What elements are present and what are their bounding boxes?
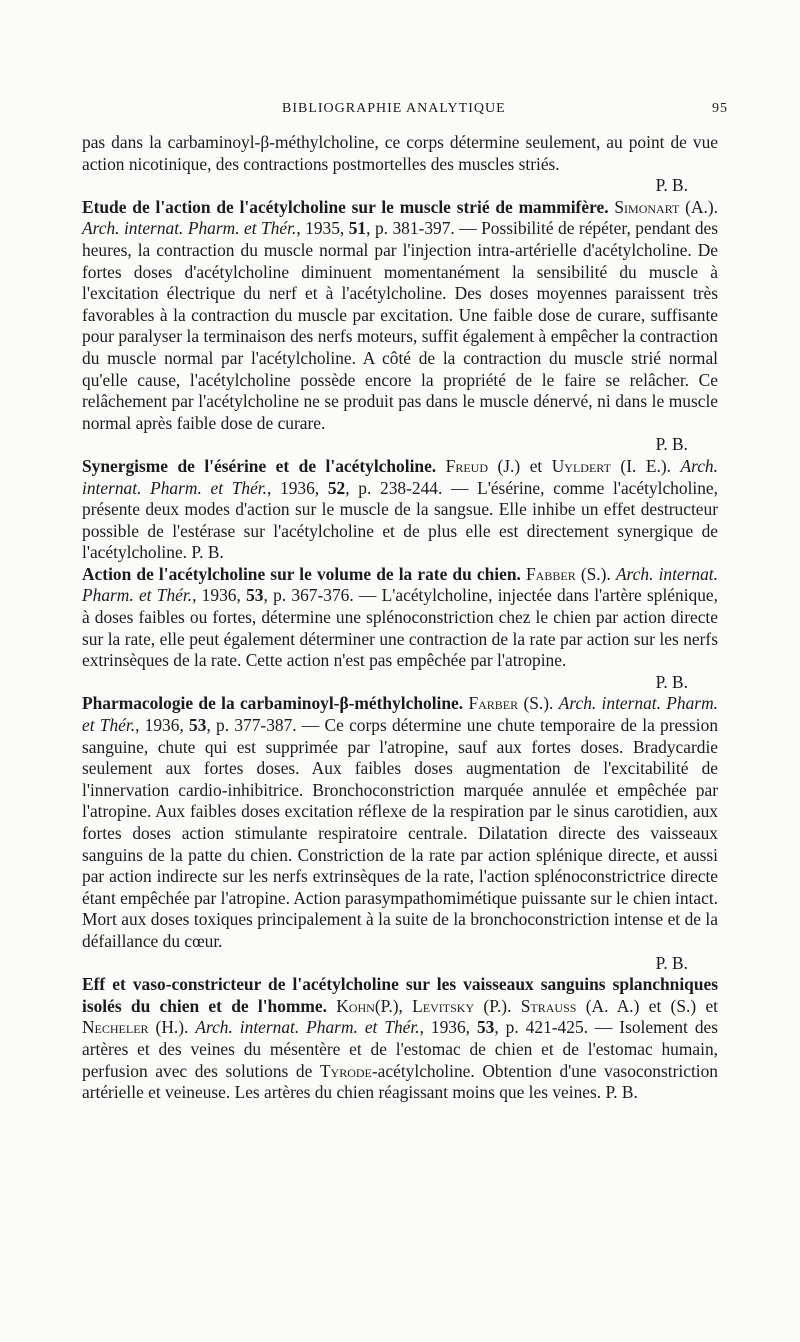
entry-author: Necheler <box>82 1017 149 1038</box>
entry-volume: 52 <box>327 477 346 498</box>
entry-author-initials: (J.) et <box>497 455 543 476</box>
entry-year: , 1936, <box>266 477 328 498</box>
entry-solution-name: Tyrode <box>319 1060 372 1081</box>
entry-author: Strauss <box>520 995 577 1016</box>
entry-author: Farber <box>468 693 519 714</box>
entry-signature: P. B. <box>655 434 688 455</box>
entry-pages: , p. 377-387. <box>206 715 297 736</box>
bibliography-entry <box>82 564 718 694</box>
entry-signature: P. B. <box>605 1082 638 1103</box>
entry-author-initials: (P.), <box>374 995 403 1016</box>
entry-title: Pharmacologie de la carbaminoyl-β-méthylcholine. <box>82 693 464 714</box>
page-body <box>82 132 718 1104</box>
entry-text: — L'ésérine, comme l'acétylcholine, présente deux modes d'action sur le muscle de la sangsue. Elle inhibe un effet destructeur possible de l'estérase sur l'acétylcholine et de plus elle est directement synergique de l'acétylcholine. <box>82 477 718 563</box>
entry-title: Action de l'acétylcholine sur le volume de la rate du chien. <box>82 563 521 584</box>
entry-text: — Possibilité de répéter, pendant des heures, la contraction du muscle normal par l'injection intra-artérielle d'acétylcholine. De fortes doses d'acétylcholine diminuent momentanément la sensibilité du muscle à l'excitation électrique du nerf et à l'acétylcholine. Des doses moyennes paraissent très favorables à la contraction du muscle par excitation. Une faible dose de curare, suffisante pour paralyser la terminaison des nerfs moteurs, suffit également à empêcher la contraction du muscle normal par l'acétylcholine. A côté de la contraction du muscle strié normal qu'elle cause, l'acétylcholine possède encore la propriété de le faire se relâcher. Ce relâchement par l'acétylcholine ne se produit pas dans le muscle dénervé, ni dans le muscle normal après faible dose de curare. <box>82 218 719 433</box>
entry-journal: Arch. internat. Pharm. et Thér. <box>195 1017 420 1038</box>
entry-journal: Arch. internat. Pharm. et Thér. <box>82 218 297 239</box>
page-number: 95 <box>712 101 728 116</box>
entry-author: Simonart <box>614 196 680 217</box>
entry-title: Etude de l'action de l'acétylcholine sur le muscle strié de mammifère. <box>82 196 609 217</box>
entry-author: Levitsky <box>412 995 475 1016</box>
entry-author: Uyldert <box>551 455 611 476</box>
entry-pages: , p. 381-397. <box>366 218 455 239</box>
entry-text: — Isolement des artères et des veines du mésentère et de l'estomac de chien et de l'estomac humain, perfusion avec des solutions de <box>82 1017 718 1081</box>
entry-year: , 1936, <box>192 585 247 606</box>
entry-author-initials: (I. E.). <box>620 455 671 476</box>
entry-author-initials: (A. A.) et (S.) et <box>585 995 718 1016</box>
bibliography-entry <box>82 456 718 564</box>
entry-author: Fabber <box>526 563 576 584</box>
entry-volume: 53 <box>189 715 207 736</box>
entry-text: — L'acétylcholine, injectée dans l'artère splénique, à doses faibles ou fortes, détermine une splénoconstriction chez le chien par action directe sur la rate, elle peut également déterminer une contraction de la rate par action sur les nerfs extrinsèques de la rate. Cette action n'est pas empêchée par l'atropine. <box>82 585 719 671</box>
bibliography-entry <box>82 197 718 456</box>
entry-text: -acétylcholine. Obtention d'une vasoconstriction artérielle et veineuse. Les artères du chien réagissant moins que les veines. <box>82 1060 718 1103</box>
entry-author-initials: (H.). <box>155 1017 189 1038</box>
entry-journal: Arch. internat. Pharm. et Thér. <box>82 455 718 498</box>
entry-pages: , p. 421-425. <box>494 1017 588 1038</box>
entry-signature: P. B. <box>655 671 688 692</box>
entry-pages: , p. 367-376. <box>263 585 354 606</box>
entry-title: Synergisme de l'ésérine et de l'acétylcholine. <box>82 455 437 476</box>
entry-author-initials: (S.). <box>523 693 554 714</box>
entry-volume: 51 <box>348 218 367 239</box>
entry-pages: , p. 238-244. <box>345 477 443 498</box>
entry-continuation <box>82 132 718 197</box>
entry-text: pas dans la carbaminoyl-β-méthylcholine, ce corps détermine seulement, au point de vue action nicotinique, des contractions postmortelles des muscles striés. <box>82 132 718 174</box>
entry-journal: Arch. internat. Pharm. et Thér. <box>82 693 718 736</box>
entry-year: , 1936, <box>135 715 190 736</box>
running-title: BIBLIOGRAPHIE ANALYTIQUE <box>282 101 506 116</box>
entry-year: , 1936, <box>419 1017 477 1038</box>
entry-author-initials: (P.). <box>483 995 512 1016</box>
entry-author: Freud <box>445 455 488 476</box>
entry-volume: 53 <box>246 585 264 606</box>
bibliography-entry <box>82 974 718 1104</box>
entry-text: — Ce corps détermine une chute temporaire de la pression sanguine, chute qui est supprimée par l'atropine, sauf aux fortes doses. Bradycardie seulement aux fortes doses. Aux faibles doses augmentation de l'excitabilité de l'innervation cardio-inhibitrice. Bronchoconstriction marquée annulée et empêchée par l'atropine. Aux faibles doses excitation réflexe de la respiration par le sinus carotidien, aux fortes doses action stimulante respiratoire centrale. Dilatation directe des vaisseaux sanguins de la patte du chien. Constriction de la rate par action splénique directe, et aussi par action indirecte sur les nerfs extrinsèques de la rate, l'action splénoconstrictrice directe étant empêchée par l'atropine. Action parasympathomimétique puissante sur le chien intact. Mort aux doses toxiques principalement à la suite de la bronchoconstriction intense et de la défaillance du cœur. <box>82 715 719 951</box>
entry-volume: 53 <box>476 1017 495 1038</box>
entry-signature: P. B. <box>655 952 688 973</box>
entry-author: Kohn <box>336 995 375 1016</box>
bibliography-entry <box>82 693 718 974</box>
entry-author-initials: (A.). <box>685 196 718 217</box>
entry-signature: P. B. <box>191 542 224 563</box>
entry-signature: P. B. <box>655 175 688 196</box>
entry-title: Eff et vaso-constricteur de l'acétylcholine sur les vaisseaux sanguins splanchniques isolés du chien et de l'homme. <box>82 974 718 1016</box>
entry-journal: Arch. internat. Pharm. et Thér. <box>82 563 718 606</box>
entry-year: , 1935, <box>296 218 349 239</box>
entry-author-initials: (S.). <box>580 563 611 584</box>
